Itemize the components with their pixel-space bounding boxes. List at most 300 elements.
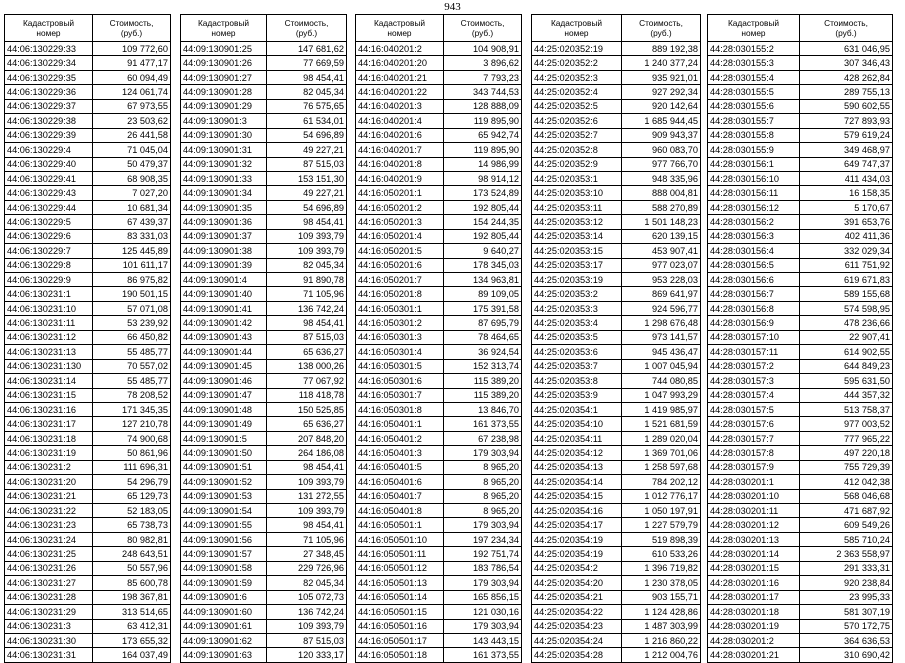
table-row	[356, 215, 522, 229]
table-row	[356, 460, 522, 474]
cost-value-cell: 78 464,65	[444, 330, 522, 344]
cadastral-number-cell: 44:16:050301:8	[356, 402, 444, 416]
table-row	[356, 489, 522, 503]
cadastral-number-cell: 44:06:130231:10	[5, 301, 93, 315]
table-row	[532, 157, 701, 171]
cost-value-cell: 192 805,44	[444, 229, 522, 243]
cost-value-cell: 179 303,94	[444, 518, 522, 532]
table-row	[532, 273, 701, 287]
cadastral-number-cell: 44:16:050201:1	[356, 186, 444, 200]
table-row	[5, 388, 171, 402]
table-row	[356, 504, 522, 518]
cost-value-cell: 1 012 776,17	[622, 489, 701, 503]
cost-value-cell: 248 643,51	[93, 547, 171, 561]
table-row	[181, 359, 347, 373]
table-row	[5, 532, 171, 546]
cadastral-number-cell: 44:09:130901:26	[181, 56, 267, 70]
cadastral-number-cell: 44:06:130231:21	[5, 489, 93, 503]
table-row	[708, 446, 893, 460]
table-row	[708, 330, 893, 344]
cadastral-number-cell: 44:06:130229:44	[5, 200, 93, 214]
cost-value-cell: 519 898,39	[622, 532, 701, 546]
cost-value-cell: 65 942,74	[444, 128, 522, 142]
cost-value-cell: 77 067,92	[267, 374, 347, 388]
table-row	[708, 273, 893, 287]
table-row	[708, 301, 893, 315]
cost-value-cell: 391 653,76	[800, 215, 893, 229]
table-row	[5, 157, 171, 171]
cadastral-number-cell: 44:25:020354:21	[532, 590, 622, 604]
cadastral-number-cell: 44:16:050501:14	[356, 590, 444, 604]
cadastral-number-cell: 44:16:040201:7	[356, 143, 444, 157]
table-row	[532, 460, 701, 474]
table-row	[5, 229, 171, 243]
table-row	[356, 128, 522, 142]
cadastral-number-cell: 44:06:130229:4	[5, 143, 93, 157]
table-row	[5, 561, 171, 575]
cadastral-number-cell: 44:06:130231:17	[5, 417, 93, 431]
cadastral-number-cell: 44:09:130901:55	[181, 518, 267, 532]
cadastral-number-cell: 44:09:130901:47	[181, 388, 267, 402]
cost-value-cell: 614 902,55	[800, 345, 893, 359]
cost-value-cell: 91 477,17	[93, 56, 171, 70]
cadastral-number-cell: 44:28:030156:5	[708, 258, 800, 272]
table-row	[5, 590, 171, 604]
cadastral-number-cell: 44:16:050201:6	[356, 258, 444, 272]
registry-table-1	[4, 14, 171, 663]
header-cadastral-line1: Кадастровый	[197, 18, 250, 28]
cost-value-cell: 57 071,08	[93, 301, 171, 315]
cadastral-number-cell: 44:06:130231:24	[5, 532, 93, 546]
cost-value-cell: 179 303,94	[444, 619, 522, 633]
cadastral-number-cell: 44:16:040201:8	[356, 157, 444, 171]
table-row	[532, 42, 701, 56]
table-row	[708, 359, 893, 373]
cost-value-cell: 171 345,35	[93, 402, 171, 416]
table-row	[708, 56, 893, 70]
header-cadastral-line2: номер	[211, 28, 236, 38]
header-cadastral-number	[532, 15, 622, 42]
cost-value-cell: 161 373,55	[444, 648, 522, 662]
cost-value-cell: 343 744,53	[444, 85, 522, 99]
cadastral-number-cell: 44:16:050401:1	[356, 417, 444, 431]
header-cadastral-line2: номер	[36, 28, 61, 38]
cost-value-cell: 1 050 197,91	[622, 504, 701, 518]
cost-value-cell: 89 109,05	[444, 287, 522, 301]
cost-value-cell: 98 454,41	[267, 215, 347, 229]
cost-value-cell: 411 434,03	[800, 171, 893, 185]
cadastral-number-cell: 44:25:020354:10	[532, 417, 622, 431]
table-row	[5, 200, 171, 214]
cost-value-cell: 76 575,65	[267, 99, 347, 113]
table-row	[532, 359, 701, 373]
cadastral-number-cell: 44:06:130229:36	[5, 85, 93, 99]
table-body	[708, 42, 893, 663]
header-cost	[800, 15, 893, 42]
header-cadastral-line1: Кадастровый	[727, 18, 780, 28]
cost-value-cell: 3 896,62	[444, 56, 522, 70]
cost-value-cell: 134 963,81	[444, 273, 522, 287]
cost-value-cell: 977 023,07	[622, 258, 701, 272]
table-row	[708, 402, 893, 416]
cadastral-number-cell: 44:09:130901:44	[181, 345, 267, 359]
cadastral-number-cell: 44:28:030201:1	[708, 475, 800, 489]
cost-value-cell: 128 888,09	[444, 99, 522, 113]
header-cost	[622, 15, 701, 42]
cadastral-number-cell: 44:06:130231:31	[5, 648, 93, 662]
table-row	[181, 99, 347, 113]
cadastral-number-cell: 44:09:130901:28	[181, 85, 267, 99]
registry-table-3	[355, 14, 522, 663]
cost-value-cell: 310 690,42	[800, 648, 893, 662]
table-row	[532, 330, 701, 344]
cadastral-number-cell: 44:09:130901:29	[181, 99, 267, 113]
cost-value-cell: 7 027,20	[93, 186, 171, 200]
table-body	[532, 42, 701, 663]
cadastral-number-cell: 44:09:130901:53	[181, 489, 267, 503]
cadastral-number-cell: 44:16:050501:15	[356, 605, 444, 619]
cadastral-number-cell: 44:25:020352:7	[532, 128, 622, 142]
cost-value-cell: 65 636,27	[267, 345, 347, 359]
cost-value-cell: 49 227,21	[267, 186, 347, 200]
header-cost-line2: (руб.)	[835, 28, 857, 38]
cost-value-cell: 67 238,98	[444, 431, 522, 445]
cadastral-number-cell: 44:25:020353:15	[532, 244, 622, 258]
table-row	[181, 316, 347, 330]
table-row	[356, 633, 522, 647]
table-row	[532, 301, 701, 315]
cadastral-number-cell: 44:09:130901:51	[181, 460, 267, 474]
table-row	[181, 417, 347, 431]
cost-value-cell: 8 965,20	[444, 475, 522, 489]
table-row	[532, 547, 701, 561]
cost-value-cell: 7 793,23	[444, 70, 522, 84]
cadastral-number-cell: 44:28:030155:4	[708, 70, 800, 84]
cost-value-cell: 649 747,37	[800, 157, 893, 171]
cost-value-cell: 50 557,96	[93, 561, 171, 575]
table-header	[356, 15, 522, 42]
cadastral-number-cell: 44:28:030156:6	[708, 273, 800, 287]
table-row	[181, 388, 347, 402]
table-row	[356, 229, 522, 243]
table-row	[5, 576, 171, 590]
table-row	[356, 258, 522, 272]
table-row	[5, 301, 171, 315]
table-row	[181, 532, 347, 546]
table-row	[5, 42, 171, 56]
cadastral-number-cell: 44:28:030155:8	[708, 128, 800, 142]
table-row	[356, 99, 522, 113]
table-row	[5, 460, 171, 474]
table-row	[356, 186, 522, 200]
cost-value-cell: 264 186,08	[267, 446, 347, 460]
table-row	[181, 301, 347, 315]
cost-value-cell: 54 696,89	[267, 128, 347, 142]
table-row	[181, 229, 347, 243]
table-row	[532, 431, 701, 445]
cost-value-cell: 111 696,31	[93, 460, 171, 474]
table-row	[532, 99, 701, 113]
cost-value-cell: 98 454,41	[267, 316, 347, 330]
cadastral-number-cell: 44:16:050501:16	[356, 619, 444, 633]
cadastral-number-cell: 44:06:130231:26	[5, 561, 93, 575]
cost-value-cell: 118 418,78	[267, 388, 347, 402]
cadastral-number-cell: 44:09:130901:58	[181, 561, 267, 575]
cost-value-cell: 497 220,18	[800, 446, 893, 460]
cost-value-cell: 1 685 944,45	[622, 114, 701, 128]
cadastral-number-cell: 44:25:020354:1	[532, 402, 622, 416]
cost-value-cell: 192 805,44	[444, 200, 522, 214]
cost-value-cell: 65 129,73	[93, 489, 171, 503]
table-row	[532, 518, 701, 532]
cadastral-number-cell: 44:28:030157:9	[708, 460, 800, 474]
table-row	[181, 128, 347, 142]
table-body	[5, 42, 171, 663]
table-row	[181, 85, 347, 99]
table-row	[181, 258, 347, 272]
cost-value-cell: 1 521 681,59	[622, 417, 701, 431]
cadastral-number-cell: 44:16:050201:5	[356, 244, 444, 258]
table-row	[356, 244, 522, 258]
cadastral-number-cell: 44:16:050501:18	[356, 648, 444, 662]
cadastral-number-cell: 44:09:130901:56	[181, 532, 267, 546]
cost-value-cell: 198 367,81	[93, 590, 171, 604]
table-row	[181, 489, 347, 503]
cadastral-number-cell: 44:16:050301:7	[356, 388, 444, 402]
cadastral-number-cell: 44:06:130231:11	[5, 316, 93, 330]
table-header	[532, 15, 701, 42]
table-row	[532, 128, 701, 142]
cost-value-cell: 192 751,74	[444, 547, 522, 561]
table-row	[356, 345, 522, 359]
table-row	[532, 619, 701, 633]
table-row	[5, 330, 171, 344]
cost-value-cell: 197 234,34	[444, 532, 522, 546]
cadastral-number-cell: 44:16:050501:1	[356, 518, 444, 532]
cadastral-number-cell: 44:09:130901:31	[181, 143, 267, 157]
cost-value-cell: 1 007 045,94	[622, 359, 701, 373]
cadastral-number-cell: 44:28:030201:16	[708, 576, 800, 590]
table-row	[5, 316, 171, 330]
cost-value-cell: 579 619,24	[800, 128, 893, 142]
cadastral-number-cell: 44:16:040201:3	[356, 99, 444, 113]
cost-value-cell: 67 439,37	[93, 215, 171, 229]
table-row	[5, 244, 171, 258]
cadastral-number-cell: 44:09:130901:4	[181, 273, 267, 287]
table-header	[708, 15, 893, 42]
cadastral-number-cell: 44:09:130901:48	[181, 402, 267, 416]
table-row	[532, 561, 701, 575]
cadastral-number-cell: 44:06:130231:15	[5, 388, 93, 402]
table-row	[532, 417, 701, 431]
table-row	[181, 200, 347, 214]
table-row	[708, 157, 893, 171]
cadastral-number-cell: 44:09:130901:35	[181, 200, 267, 214]
cost-value-cell: 5 170,67	[800, 200, 893, 214]
cost-value-cell: 173 524,89	[444, 186, 522, 200]
cadastral-number-cell: 44:06:130229:33	[5, 42, 93, 56]
cadastral-number-cell: 44:16:050501:10	[356, 532, 444, 546]
table-row	[181, 648, 347, 662]
cadastral-number-cell: 44:25:020353:5	[532, 330, 622, 344]
table-row	[356, 330, 522, 344]
cadastral-number-cell: 44:09:130901:52	[181, 475, 267, 489]
page-number: 943	[444, 1, 461, 13]
cost-value-cell: 1 501 148,23	[622, 215, 701, 229]
cadastral-number-cell: 44:06:130229:37	[5, 99, 93, 113]
cadastral-number-cell: 44:25:020354:12	[532, 446, 622, 460]
cost-value-cell: 1 240 377,24	[622, 56, 701, 70]
cadastral-number-cell: 44:16:040201:22	[356, 85, 444, 99]
cadastral-number-cell: 44:16:040201:9	[356, 171, 444, 185]
table-row	[356, 561, 522, 575]
cadastral-number-cell: 44:25:020354:16	[532, 504, 622, 518]
cost-value-cell: 104 908,91	[444, 42, 522, 56]
cadastral-number-cell: 44:09:130901:27	[181, 70, 267, 84]
cost-value-cell: 412 042,38	[800, 475, 893, 489]
cost-value-cell: 91 890,78	[267, 273, 347, 287]
header-cost-line2: (руб.)	[120, 28, 143, 38]
cadastral-number-cell: 44:25:020353:11	[532, 200, 622, 214]
table-row	[708, 85, 893, 99]
table-row	[181, 273, 347, 287]
table-row	[532, 446, 701, 460]
table-row	[532, 114, 701, 128]
cadastral-number-cell: 44:16:040201:21	[356, 70, 444, 84]
cost-value-cell: 136 742,24	[267, 605, 347, 619]
cadastral-number-cell: 44:06:130229:7	[5, 244, 93, 258]
table-row	[181, 633, 347, 647]
cost-value-cell: 1 124 428,86	[622, 605, 701, 619]
header-cost	[93, 15, 171, 42]
table-header	[5, 15, 171, 42]
table-row	[5, 446, 171, 460]
table-row	[5, 547, 171, 561]
cadastral-number-cell: 44:09:130901:33	[181, 171, 267, 185]
cost-value-cell: 119 895,90	[444, 114, 522, 128]
cost-value-cell: 173 655,32	[93, 633, 171, 647]
table-row	[5, 186, 171, 200]
table-row	[532, 590, 701, 604]
table-row	[708, 114, 893, 128]
table-row	[5, 605, 171, 619]
table-row	[181, 171, 347, 185]
cost-value-cell: 920 238,84	[800, 576, 893, 590]
table-row	[5, 417, 171, 431]
table-row	[356, 619, 522, 633]
cadastral-number-cell: 44:25:020352:3	[532, 70, 622, 84]
cadastral-number-cell: 44:06:130229:35	[5, 70, 93, 84]
table-row	[5, 518, 171, 532]
cost-value-cell: 909 943,37	[622, 128, 701, 142]
cost-value-cell: 98 454,41	[267, 518, 347, 532]
cost-value-cell: 920 142,64	[622, 99, 701, 113]
cadastral-number-cell: 44:28:030157:10	[708, 330, 800, 344]
cost-value-cell: 150 525,85	[267, 402, 347, 416]
table-row	[708, 475, 893, 489]
cost-value-cell: 1 298 676,48	[622, 316, 701, 330]
table-row	[5, 345, 171, 359]
table-row	[708, 460, 893, 474]
cost-value-cell: 585 710,24	[800, 532, 893, 546]
cost-value-cell: 977 003,52	[800, 417, 893, 431]
cadastral-number-cell: 44:06:130231:13	[5, 345, 93, 359]
table-row	[356, 388, 522, 402]
cost-value-cell: 82 045,34	[267, 258, 347, 272]
cost-value-cell: 23 503,62	[93, 114, 171, 128]
table-row	[356, 518, 522, 532]
header-cost-line2: (руб.)	[471, 28, 494, 38]
table-row	[5, 114, 171, 128]
header-cost	[444, 15, 522, 42]
cadastral-number-cell: 44:28:030157:3	[708, 374, 800, 388]
header-cost-line1: Стоимость,	[284, 18, 329, 28]
header-cost-line1: Стоимость,	[109, 18, 154, 28]
table-row	[708, 619, 893, 633]
registry-table-2	[180, 14, 347, 663]
cost-value-cell: 121 030,16	[444, 605, 522, 619]
cadastral-number-cell: 44:09:130901:61	[181, 619, 267, 633]
cost-value-cell: 478 236,66	[800, 316, 893, 330]
cadastral-number-cell: 44:28:030157:8	[708, 446, 800, 460]
table-row	[5, 143, 171, 157]
cost-value-cell: 183 786,54	[444, 561, 522, 575]
cadastral-number-cell: 44:16:050401:6	[356, 475, 444, 489]
cost-value-cell: 115 389,20	[444, 388, 522, 402]
cadastral-number-cell: 44:09:130901:46	[181, 374, 267, 388]
cadastral-number-cell: 44:28:030155:2	[708, 42, 800, 56]
cost-value-cell: 65 738,73	[93, 518, 171, 532]
table-row	[181, 619, 347, 633]
cost-value-cell: 349 468,97	[800, 143, 893, 157]
cost-value-cell: 2 363 558,97	[800, 547, 893, 561]
cost-value-cell: 1 487 303,99	[622, 619, 701, 633]
cost-value-cell: 610 533,26	[622, 547, 701, 561]
cost-value-cell: 903 155,71	[622, 590, 701, 604]
cadastral-number-cell: 44:09:130901:39	[181, 258, 267, 272]
cadastral-number-cell: 44:06:130231:30	[5, 633, 93, 647]
cadastral-number-cell: 44:28:030155:7	[708, 114, 800, 128]
table-row	[708, 489, 893, 503]
table-row	[181, 56, 347, 70]
cost-value-cell: 77 669,59	[267, 56, 347, 70]
cost-value-cell: 620 139,15	[622, 229, 701, 243]
cost-value-cell: 513 758,37	[800, 402, 893, 416]
header-cost-line1: Стоимость,	[639, 18, 683, 28]
cost-value-cell: 60 094,49	[93, 70, 171, 84]
cadastral-number-cell: 44:16:050501:11	[356, 547, 444, 561]
cost-value-cell: 471 687,92	[800, 504, 893, 518]
table-header	[181, 15, 347, 42]
cost-value-cell: 66 450,82	[93, 330, 171, 344]
table-row	[181, 374, 347, 388]
cadastral-number-cell: 44:25:020353:7	[532, 359, 622, 373]
cadastral-number-cell: 44:28:030156:1	[708, 157, 800, 171]
cadastral-number-cell: 44:09:130901:59	[181, 576, 267, 590]
table-row	[356, 431, 522, 445]
table-row	[5, 504, 171, 518]
cost-value-cell: 589 155,68	[800, 287, 893, 301]
cost-value-cell: 888 004,81	[622, 186, 701, 200]
cost-value-cell: 82 045,34	[267, 85, 347, 99]
cadastral-number-cell: 44:25:020352:5	[532, 99, 622, 113]
header-cost-line2: (руб.)	[295, 28, 318, 38]
cadastral-number-cell: 44:06:130231:2	[5, 460, 93, 474]
table-row	[708, 590, 893, 604]
cadastral-number-cell: 44:28:030156:10	[708, 171, 800, 185]
cost-value-cell: 289 755,13	[800, 85, 893, 99]
header-cadastral-number	[356, 15, 444, 42]
